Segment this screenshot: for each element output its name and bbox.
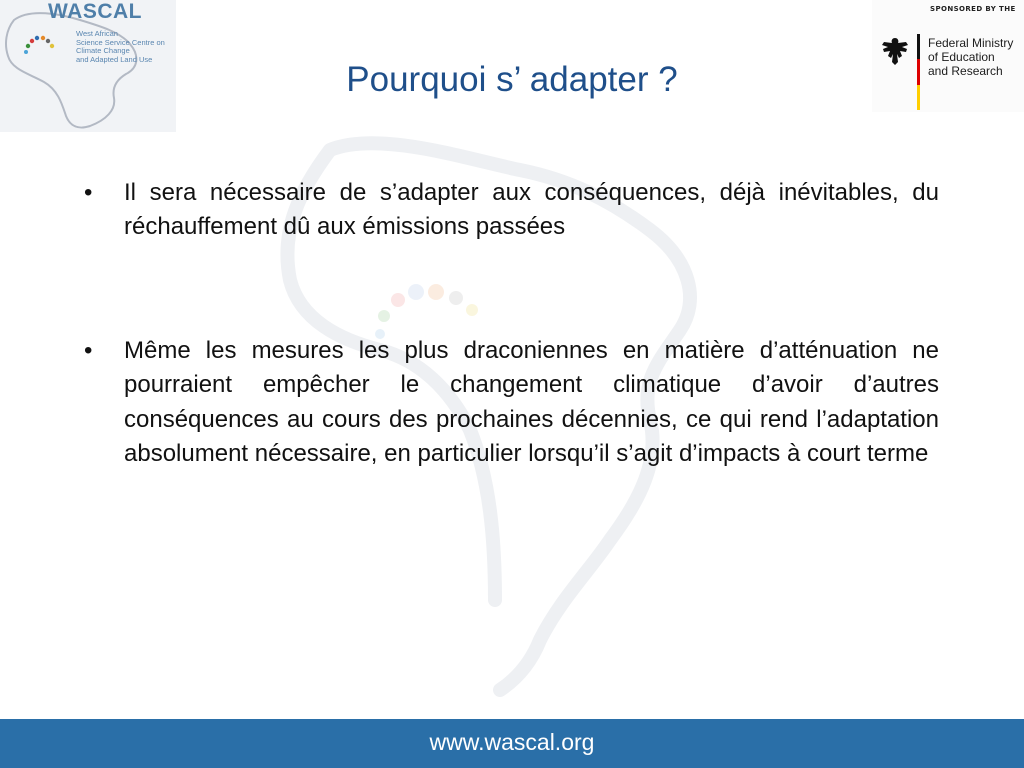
footer-url-link[interactable]: www.wascal.org — [429, 729, 595, 755]
logo-subtitle-line: and Adapted Land Use — [76, 54, 153, 64]
ministry-line: of Education — [928, 50, 995, 64]
sponsor-label: SPONSORED BY THE — [930, 5, 1016, 13]
logo-subtitle-line: Climate Change — [76, 46, 130, 55]
footer-bar — [0, 719, 1024, 768]
logo-subtitle-line: West African — [76, 29, 118, 38]
bullet-text: Il sera nécessaire de s’adapter aux conséquences, déjà inévitables, du réchauffement dû aux émissions passées — [124, 179, 939, 241]
bullet-marker: • — [84, 337, 93, 364]
ministry-line: and Research — [928, 64, 1003, 78]
ministry-line: Federal Ministry — [928, 36, 1014, 50]
bullet-marker: • — [84, 179, 93, 206]
logo-dots — [24, 36, 54, 54]
slide-title: Pourquoi s’ adapter ? — [346, 60, 678, 99]
logo-subtitle — [76, 30, 176, 64]
logo-title: WASCAL — [48, 0, 142, 23]
bullet-text: Même les mesures les plus draconiennes en matière d’atténuation ne pourraient empêcher le changement climatique d’avoir d’autres conséquences au cours des prochaines décennies, ce qui rend l’adaptation absolument nécessaire, en particulier lorsqu’il s’agit d’impacts à court terme — [124, 337, 939, 467]
watermark-dots — [375, 284, 478, 339]
logo-subtitle-line: Science Service Centre on — [76, 37, 165, 47]
